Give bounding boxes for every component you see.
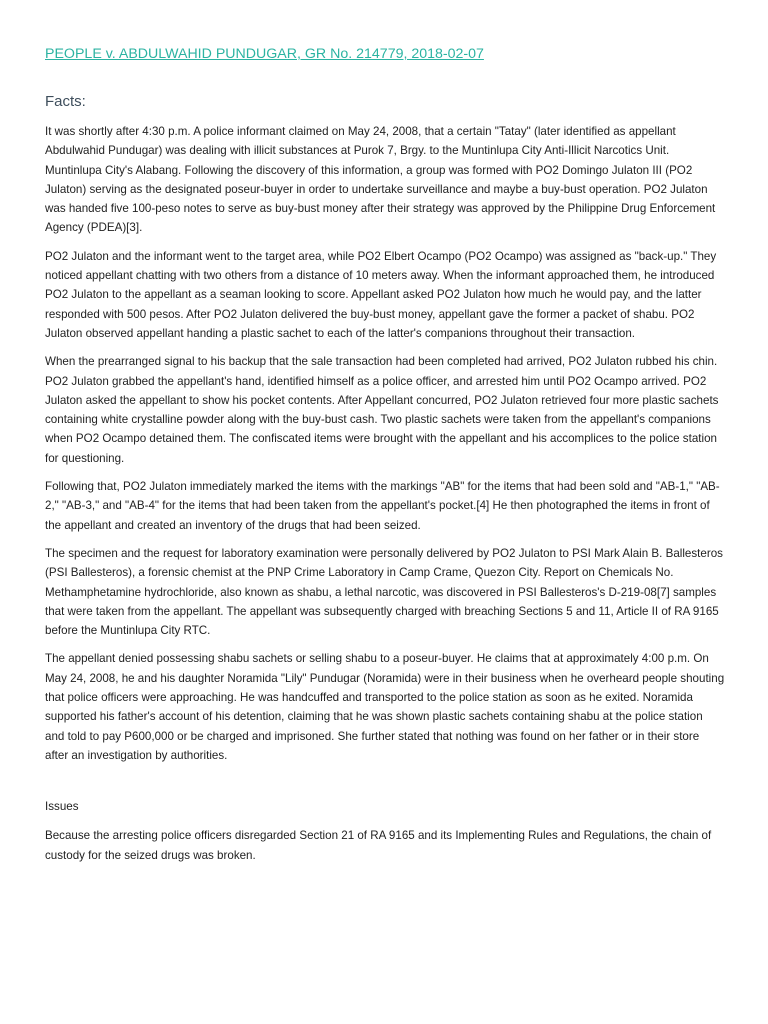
facts-paragraph: Following that, PO2 Julaton immediately marked the items with the markings "AB" for the items that had been sold and "AB-1," "AB-2," "AB-3," and "AB-4" for the items that had been taken from the appellant's pocket.[4] He then photographed the items in front of the appellant and created an inventory of the drugs that had been seized. <box>45 480 720 532</box>
facts-paragraph: The appellant denied possessing shabu sachets or selling shabu to a poseur-buyer. He claims that at approximately 4:00 p.m. On May 24, 2008, he and his daughter Noramida "Lily" Pundugar (Noramida) were in their business when he overheard people shouting that police officers were approaching. He was handcuffed and transported to the police station as soon as he exited. Noramida supported his father's account of his detention, claiming that he was shown plastic sachets containing shabu at the police station and told to pay P600,000 or be charged and imprisoned. She further stated that nothing was found on her father or in their store after an investigation by authorities. <box>45 652 725 762</box>
facts-section <box>45 122 725 765</box>
issues-paragraph: Because the arresting police officers disregarded Section 21 of RA 9165 and its Implementing Rules and Regulations, the chain of custody for the seized drugs was broken. <box>45 829 712 862</box>
document-page <box>45 44 725 874</box>
facts-paragraph: It was shortly after 4:30 p.m. A police informant claimed on May 24, 2008, that a certain "Tatay" (later identified as appellant Abdulwahid Pundugar) was dealing with illicit substances at Purok 7, Brgy. to the Muntinlupa City Anti-Illicit Narcotics Unit. Muntinlupa City's Alabang. Following the discovery of this information, a group was formed with PO2 Domingo Julaton III (PO2 Julaton) serving as the designated poseur-buyer in order to undertake surveillance and maybe a buy-bust operation. PO2 Julaton was handed five 100-peso notes to serve as buy-bust money after their strategy was approved by the Philippine Drug Enforcement Agency (PDEA)[3]. <box>45 125 716 235</box>
issues-section <box>45 826 725 865</box>
facts-paragraph: The specimen and the request for laboratory examination were personally delivered by PO2 Julaton to PSI Mark Alain B. Ballesteros (PSI Ballesteros), a forensic chemist at the PNP Crime Laboratory in Camp Crame, Quezon City. Report on Chemicals No. Methamphetamine hydrochloride, also known as shabu, a lethal narcotic, was discovered in PSI Ballesteros's D-219-08[7] samples that were taken from the appellant. The appellant was subsequently charged with breaching Sections 5 and 11, Article II of RA 9165 before the Muntinlupa City RTC. <box>45 546 723 638</box>
case-title-link[interactable]: PEOPLE v. ABDULWAHID PUNDUGAR, GR No. 214779, 2018-02-07 <box>45 46 484 62</box>
issues-heading: Issues <box>45 800 79 814</box>
facts-paragraph: When the prearranged signal to his backup that the sale transaction had been completed had arrived, PO2 Julaton rubbed his chin. PO2 Julaton grabbed the appellant's hand, identified himself as a police officer, and arrested him until PO2 Ocampo arrived. PO2 Julaton asked the appellant to show his pocket contents. After Appellant concurred, PO2 Julaton retrieved four more plastic sachets containing white crystalline powder along with the buy-bust cash. Two plastic sachets were taken from the appellant's companions when PO2 Ocampo detained them. The confiscated items were brought with the appellant and his accomplices to the police station for questioning. <box>45 355 719 465</box>
facts-heading: Facts: <box>45 93 86 110</box>
facts-paragraph: PO2 Julaton and the informant went to the target area, while PO2 Elbert Ocampo (PO2 Ocampo) was assigned as "back-up." They noticed appellant chatting with two others from a distance of 10 meters away. When the informant approached them, he introduced PO2 Julaton to the appellant as a seaman looking to score. Appellant asked PO2 Julaton how much he would pay, and the latter responded with 500 pesos. After PO2 Julaton delivered the buy-bust money, appellant gave the former a packet of shabu. PO2 Julaton observed appellant handing a plastic sachet to each of the latter's companions throughout their transaction. <box>45 249 717 340</box>
